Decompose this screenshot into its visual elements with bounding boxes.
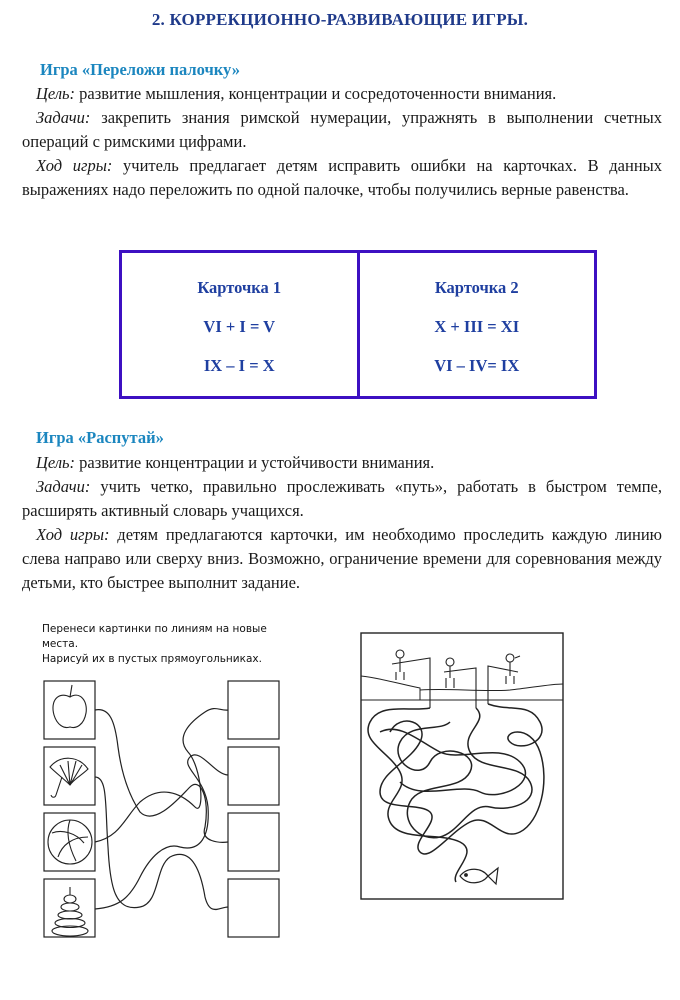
- volleyball-icon: [48, 820, 92, 864]
- game1-process: [22, 154, 662, 202]
- game-title-1: Игра «Переложи палочку»: [40, 60, 240, 79]
- game1-goal: [22, 82, 662, 106]
- card-title: Карточка 1: [197, 278, 282, 297]
- empty-box-3[interactable]: [228, 813, 279, 871]
- tangled-lines: [95, 709, 228, 910]
- section-title: 2. КОРРЕКЦИОННО-РАЗВИВАЮЩИЕ ИГРЫ.: [151, 10, 529, 29]
- pyramid-toy-icon: [52, 887, 88, 936]
- game1-tasks: [22, 106, 662, 154]
- empty-box-1[interactable]: [228, 681, 279, 739]
- tasks-text: учить четко, правильно прослеживать «путь», работать в быстром темпе, расширять активный словарь учащихся.: [22, 477, 662, 520]
- tasks-label: Задачи:: [36, 108, 91, 127]
- fishing-maze-drawing: [360, 632, 564, 900]
- process-text: детям предлагаются карточки, им необходимо проследить каждую линию слева направо или сверху вниз. Возможно, ограничение времени для соревнования между детьми, кто быстрее выполнит задание.: [22, 525, 662, 592]
- tangled-lines-worksheet: [30, 622, 300, 922]
- tasks-text: закрепить знания римской нумерации, упражнять в выполнении счетных операций с римскими цифрами.: [22, 108, 662, 151]
- game2-process: [22, 523, 662, 595]
- card-expression: IX – I = X: [203, 356, 275, 375]
- worksheet-caption-line-1: Перенеси картинки по линиям на новые места.: [42, 623, 267, 650]
- card-expression: X + III = XI: [434, 317, 520, 336]
- game2-goal: [22, 451, 662, 475]
- cards-table: [119, 250, 597, 399]
- game-title-2: Игра «Распутай»: [36, 428, 164, 447]
- process-text: учитель предлагает детям исправить ошибки на карточках. В данных выражениях надо переложить по одной палочке, чтобы получились верные равенства.: [22, 156, 662, 199]
- empty-box-2[interactable]: [228, 747, 279, 805]
- goal-label: Цель:: [36, 453, 76, 472]
- game2-tasks: [22, 475, 662, 523]
- goal-label: Цель:: [36, 84, 76, 103]
- process-label: Ход игры:: [36, 525, 110, 544]
- apple-icon: [53, 685, 86, 728]
- tangled-lines-drawing: [30, 667, 300, 947]
- card-title: Карточка 2: [434, 278, 519, 297]
- card-2: [357, 253, 595, 396]
- umbrella-icon: [50, 758, 88, 797]
- fishing-maze-figure: [360, 632, 564, 900]
- card-expression: VI + I = V: [203, 317, 276, 336]
- card-1: [122, 253, 357, 396]
- card-expression: VI – IV= IX: [434, 356, 520, 375]
- picture-box-apple: [44, 681, 95, 739]
- worksheet-caption-line-2: Нарисуй их в пустых прямоугольниках.: [42, 653, 262, 665]
- goal-text: развитие мышления, концентрации и сосредоточенности внимания.: [75, 84, 557, 103]
- tasks-label: Задачи:: [36, 477, 91, 496]
- goal-text: развитие концентрации и устойчивости внимания.: [75, 453, 435, 472]
- empty-box-4[interactable]: [228, 879, 279, 937]
- process-label: Ход игры:: [36, 156, 113, 175]
